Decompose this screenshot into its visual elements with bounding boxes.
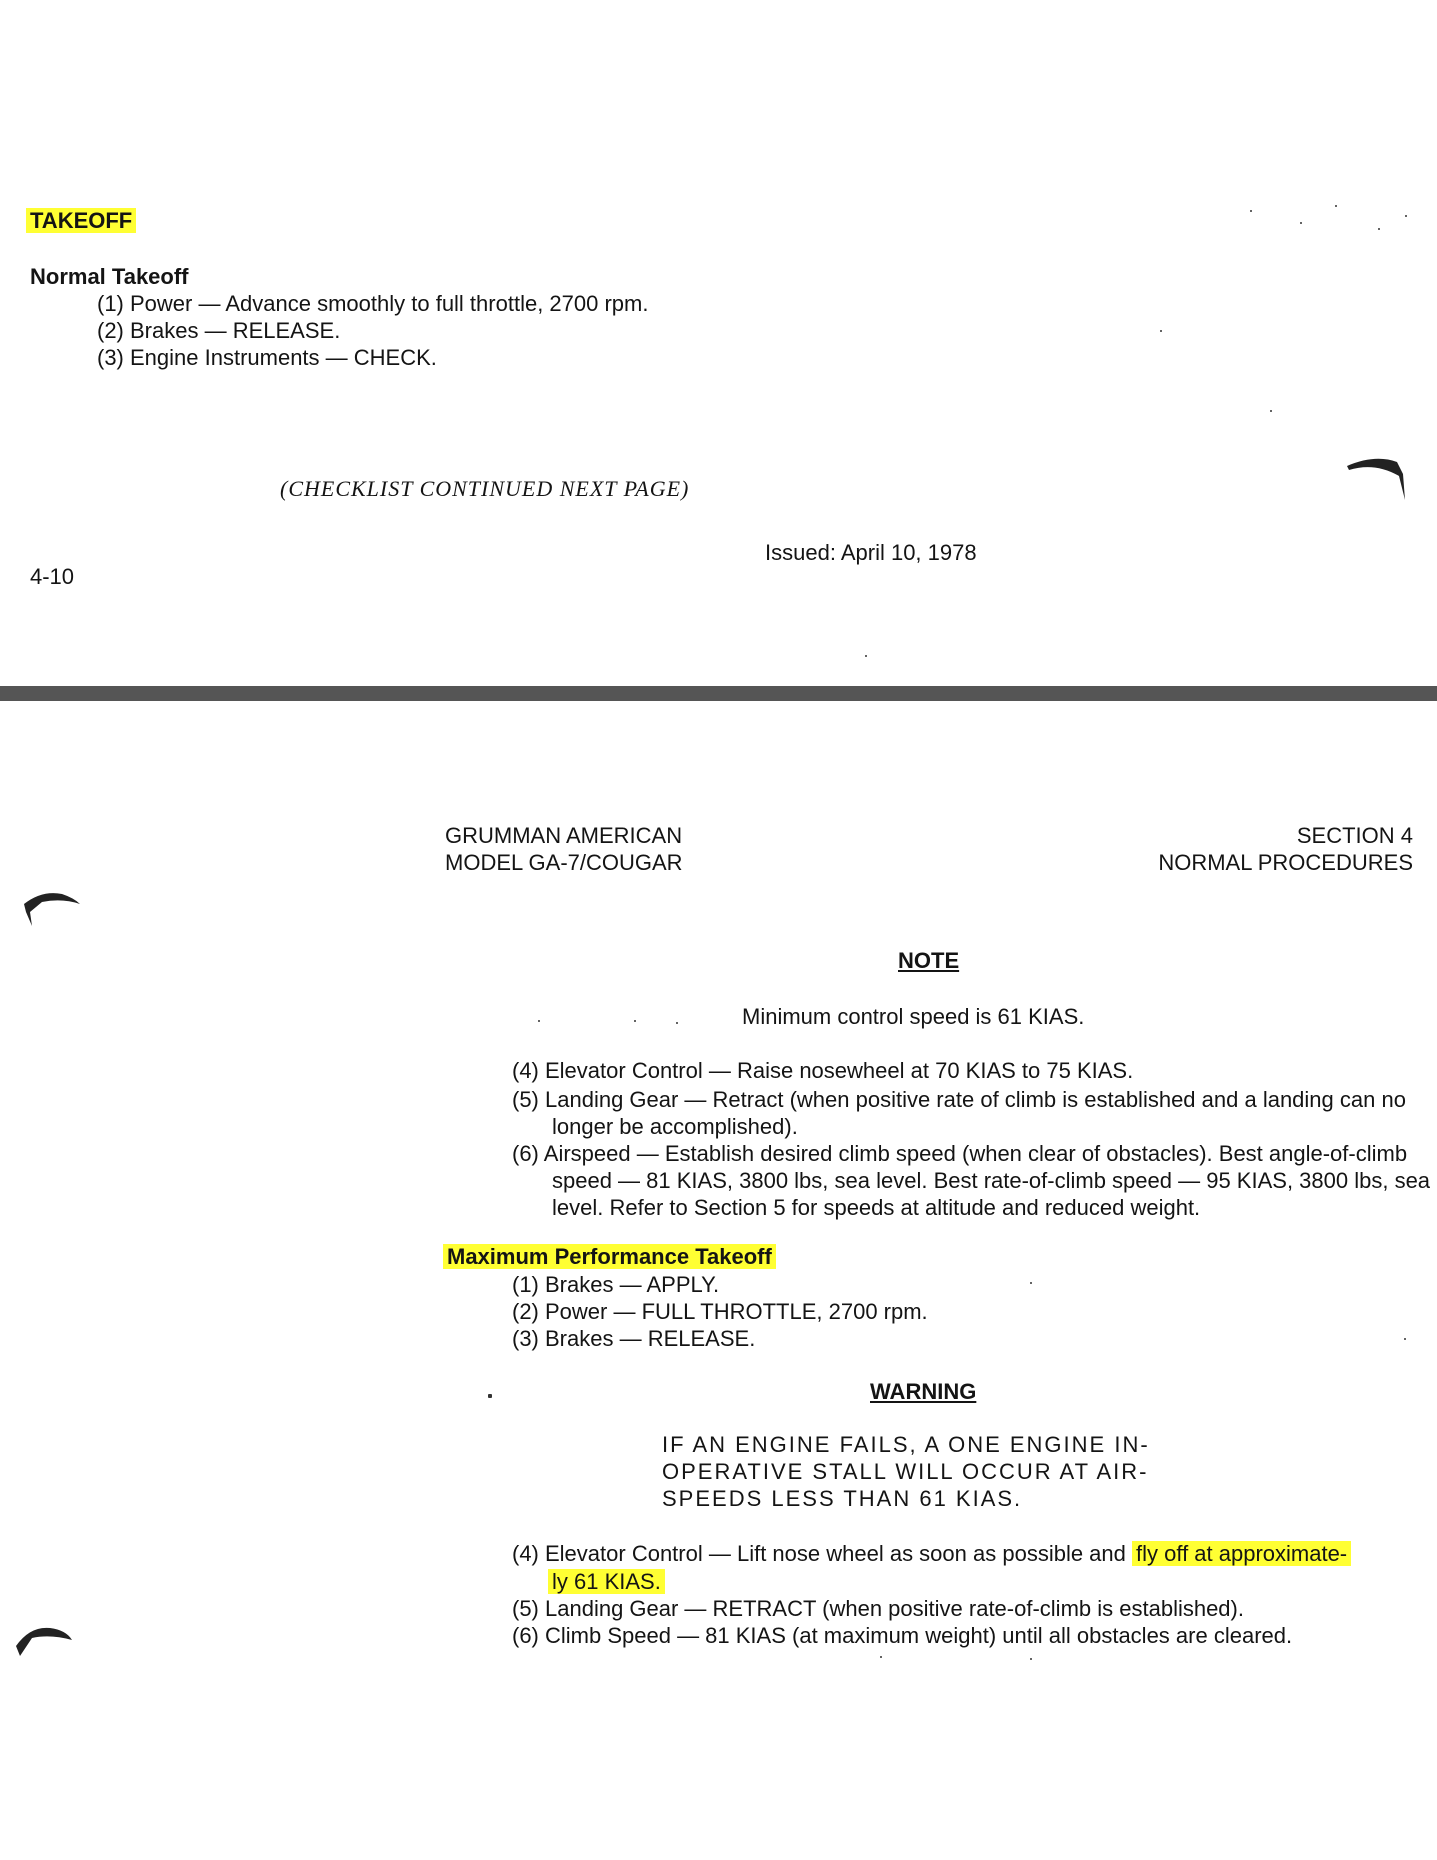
scan-mark-icon bbox=[1345, 452, 1407, 502]
page-number: 4-10 bbox=[30, 564, 75, 589]
header-right-line-2: NORMAL PROCEDURES bbox=[1158, 850, 1413, 875]
max-step-2: (2) Power — FULL THROTTLE, 2700 rpm. bbox=[512, 1299, 928, 1324]
warning-line-2: OPERATIVE STALL WILL OCCUR AT AIR- bbox=[662, 1459, 1149, 1484]
takeoff-step-5: (5) Landing Gear — Retract (when positive rate of climb is established and a landing can no longer be accomplished). bbox=[512, 1087, 1406, 1139]
normal-step-2: (2) Brakes — RELEASE. bbox=[97, 318, 341, 343]
header-left-line-1: GRUMMAN AMERICAN bbox=[445, 823, 683, 848]
max-step-6: (6) Climb Speed — 81 KIAS (at maximum weight) until all obstacles are cleared. bbox=[512, 1623, 1293, 1648]
max-step-5: (5) Landing Gear — RETRACT (when positive rate-of-climb is established). bbox=[512, 1596, 1244, 1621]
warning-line-3: SPEEDS LESS THAN 61 KIAS. bbox=[662, 1486, 1023, 1511]
max-step-4-cont bbox=[552, 1569, 665, 1595]
max-step-4 bbox=[512, 1541, 1351, 1567]
note-text: Minimum control speed is 61 KIAS. bbox=[742, 1004, 1085, 1029]
note-title: NOTE bbox=[898, 948, 960, 973]
normal-step-3: (3) Engine Instruments — CHECK. bbox=[97, 345, 437, 370]
max-step-4-text: (4) Elevator Control — Lift nose wheel as soon as possible and bbox=[512, 1541, 1132, 1566]
takeoff-step-4: (4) Elevator Control — Raise nosewheel at 70 KIAS to 75 KIAS. bbox=[512, 1058, 1134, 1083]
takeoff-heading: TAKEOFF bbox=[26, 208, 136, 233]
warning-title: WARNING bbox=[870, 1379, 977, 1404]
issued-date: Issued: April 10, 1978 bbox=[765, 540, 977, 565]
page-divider bbox=[0, 686, 1437, 701]
warning-line-1: IF AN ENGINE FAILS, A ONE ENGINE IN- bbox=[662, 1432, 1150, 1457]
scan-mark-icon bbox=[14, 1620, 74, 1660]
section-heading bbox=[30, 208, 136, 234]
takeoff-step-6: (6) Airspeed — Establish desired climb speed (when clear of obstacles). Best angle-of-climb speed — 81 KIAS, 3800 lbs, sea level. Best rate-of-climb speed — 95 KIAS, 3800 lbs, sea level. Refer to Section 5 for speeds at altitude and reduced weight. bbox=[512, 1141, 1431, 1220]
normal-step-1: (1) Power — Advance smoothly to full throttle, 2700 rpm. bbox=[97, 291, 649, 316]
checklist-continued: (CHECKLIST CONTINUED NEXT PAGE) bbox=[280, 476, 690, 501]
header-left-line-2: MODEL GA-7/COUGAR bbox=[445, 850, 683, 875]
max-step-1: (1) Brakes — APPLY. bbox=[512, 1272, 720, 1297]
header-right-line-1: SECTION 4 bbox=[1296, 823, 1413, 848]
max-step-4-highlight-cont: ly 61 KIAS. bbox=[548, 1569, 665, 1594]
max-performance-heading bbox=[447, 1244, 776, 1270]
scan-mark-icon bbox=[22, 886, 82, 934]
max-performance-title: Maximum Performance Takeoff bbox=[443, 1244, 776, 1269]
max-step-3: (3) Brakes — RELEASE. bbox=[512, 1326, 756, 1351]
max-step-4-highlight: fly off at approximate- bbox=[1132, 1541, 1351, 1566]
normal-takeoff-heading: Normal Takeoff bbox=[30, 264, 189, 289]
